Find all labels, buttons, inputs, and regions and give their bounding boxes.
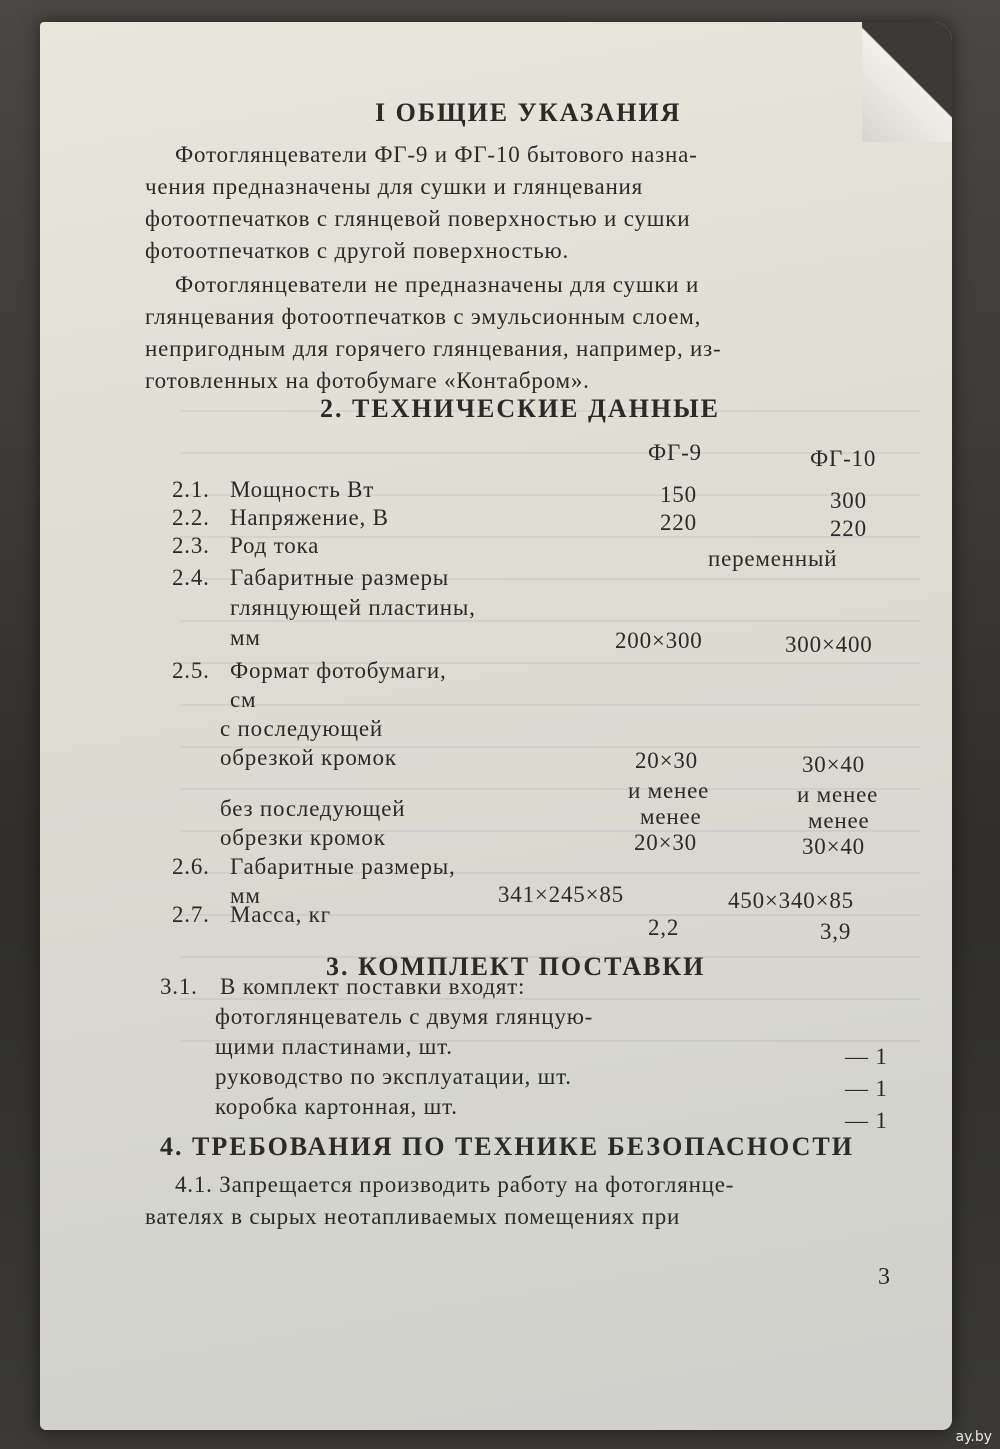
spec-num: 2.5. [172,658,210,683]
spec-value-fg10: 300×400 [785,632,873,657]
spec-value-fg10: менее [808,808,870,833]
spec-value-fg9: 220 [660,510,697,535]
kit-qty: — 1 [845,1044,888,1069]
spec-label: Формат фотобумаги, [230,658,447,683]
spec-label: Род тока [230,533,320,558]
spec-label: Масса, кг [230,902,331,927]
kit-qty: — 1 [845,1076,888,1101]
spec-value-fg10: 30×40 [802,752,865,777]
spec-label: обрезкой кромок [220,745,397,770]
spec-label: Габаритные размеры, [230,854,456,879]
site-watermark: ay.by [955,1429,992,1445]
spec-label: Мощность Вт [230,477,375,502]
section1-line: непригодным для горячего глянцевания, например, из- [145,336,722,361]
kit-item: коробка картонная, шт. [215,1094,458,1119]
spec-value-fg9: 2,2 [648,915,680,940]
spec-num: 2.7. [172,902,210,927]
section1-line: фотоотпечатков с глянцевой поверхностью и сушки [145,206,691,231]
section1-line: фотоотпечатков с другой поверхностью. [145,238,570,263]
section1-line: чения предназначены для сушки и глянцевания [145,174,644,199]
spec-num: 2.1. [172,477,210,502]
col-header-fg10: ФГ-10 [810,446,877,471]
section1-line: Фотоглянцеватели не предназначены для сушки и [175,272,700,297]
section2-title: 2. ТЕХНИЧЕСКИЕ ДАННЫЕ [320,394,721,423]
spec-label: Напряжение, В [230,505,389,530]
kit-item: щими пластинами, шт. [215,1034,453,1059]
spec-value-fg10: и менее [797,782,879,807]
spec-value-fg9: 200×300 [615,628,703,653]
spec-value-fg10: 300 [830,488,867,513]
spec-label: с последующей [220,716,383,741]
spec-num: 2.6. [172,854,210,879]
spec-label: Габаритные размеры [230,565,450,590]
spec-value-fg9: менее [640,804,702,829]
spec-value-fg9: 150 [660,482,697,507]
section1-line: Фотоглянцеватели ФГ-9 и ФГ-10 бытового назна- [175,142,698,167]
kit-item: фотоглянцеватель с двумя глянцую- [215,1004,594,1029]
section1-line: готовленных на фотобумаге «Контабром». [145,368,590,393]
spec-value-fg9: 20×30 [634,830,697,855]
section1-line: глянцевания фотоотпечатков с эмульсионным слоем, [145,304,702,329]
spec-label: мм [230,625,261,650]
section3-intro: В комплект поставки входят: [220,974,526,999]
kit-qty: — 1 [845,1108,888,1133]
spec-value-fg10: 3,9 [820,919,852,944]
spec-value-both: переменный [708,546,838,571]
page-number: 3 [878,1264,890,1290]
section4-line: вателях в сырых неотапливаемых помещениях при [145,1204,681,1229]
spec-value-fg9: 341×245×85 [498,882,624,907]
spec-label: глянцующей пластины, [230,595,476,620]
col-header-fg9: ФГ-9 [648,440,702,465]
kit-item: руководство по эксплуатации, шт. [215,1064,572,1089]
spec-label: см [230,687,257,712]
spec-num: 2.4. [172,565,210,590]
spec-value-fg10: 450×340×85 [728,888,854,913]
section4-title: 4. ТРЕБОВАНИЯ ПО ТЕХНИКЕ БЕЗОПАСНОСТИ [160,1132,854,1161]
spec-label: обрезки кромок [220,825,386,850]
spec-label: мм [230,883,261,908]
document-page [40,22,952,1430]
section1-title: I ОБЩИЕ УКАЗАНИЯ [375,98,682,127]
section3-title: 3. КОМПЛЕКТ ПОСТАВКИ [326,952,706,981]
spec-value-fg9: 20×30 [635,748,698,773]
spec-label: без последующей [220,796,406,821]
section4-line: 4.1. Запрещается производить работу на фотоглянце- [175,1172,735,1197]
spec-value-fg10: 30×40 [802,834,865,859]
section3-intro-num: 3.1. [160,974,198,999]
spec-value-fg10: 220 [830,516,867,541]
folded-corner [862,22,952,142]
spec-value-fg9: и менее [628,778,710,803]
spec-num: 2.2. [172,505,210,530]
spec-num: 2.3. [172,533,210,558]
